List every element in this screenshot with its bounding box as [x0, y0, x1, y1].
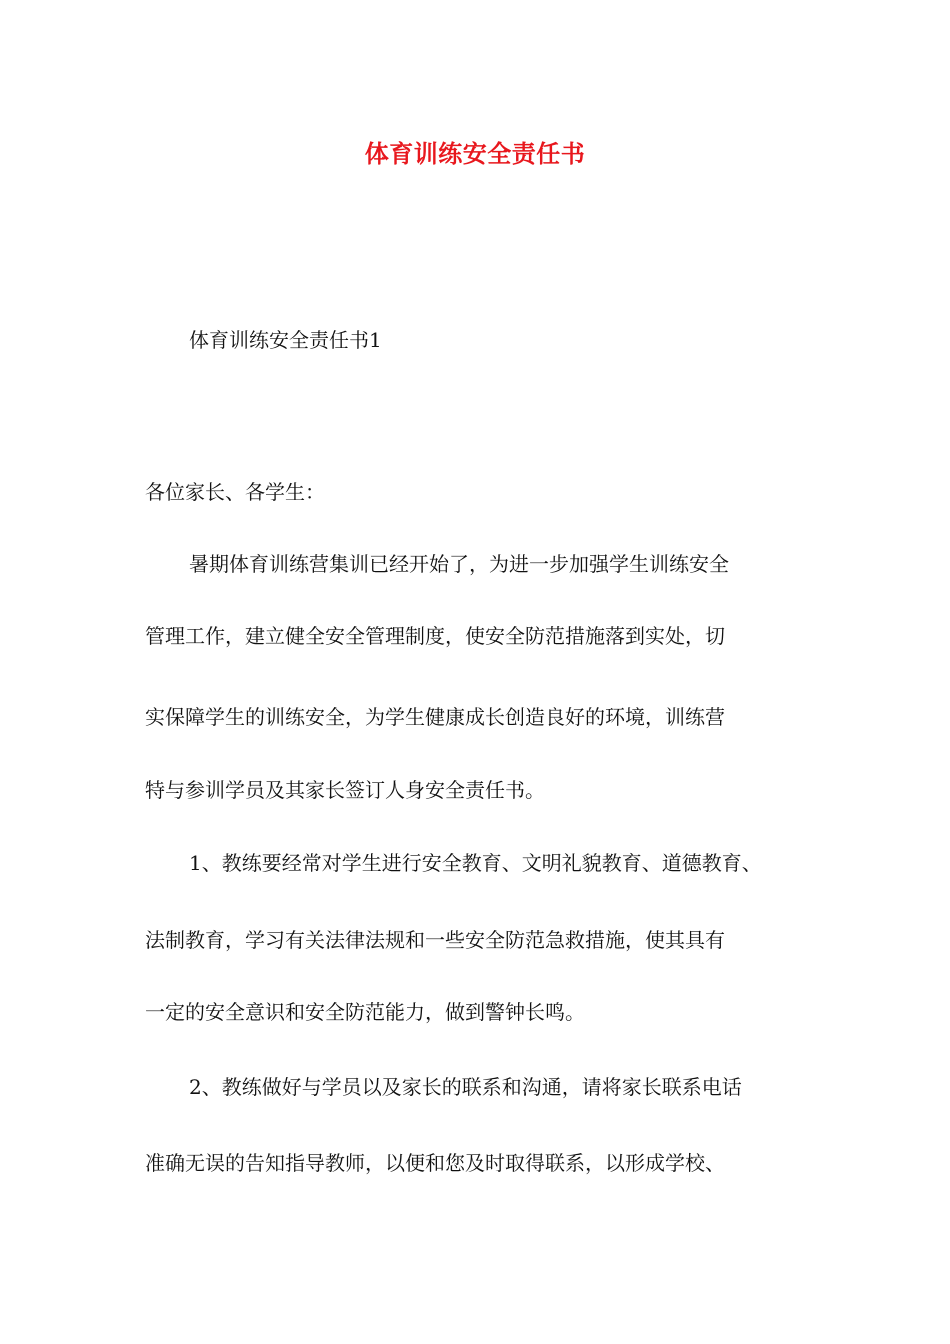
paragraph-line: 法制教育，学习有关法律法规和一些安全防范急救措施，使其具有	[145, 928, 725, 952]
paragraph-line: 1、教练要经常对学生进行安全教育、文明礼貌教育、道德教育、	[189, 851, 762, 875]
paragraph-line: 特与参训学员及其家长签订人身安全责任书。	[145, 778, 545, 802]
paragraph-line: 2、教练做好与学员以及家长的联系和沟通，请将家长联系电话	[189, 1075, 742, 1099]
paragraph-line: 管理工作，建立健全安全管理制度，使安全防范措施落到实处，切	[145, 624, 725, 648]
salutation: 各位家长、各学生：	[145, 480, 325, 504]
paragraph-line: 一定的安全意识和安全防范能力，做到警钟长鸣。	[145, 1000, 585, 1024]
paragraph-line: 暑期体育训练营集训已经开始了，为进一步加强学生训练安全	[189, 552, 729, 576]
paragraph-line: 实保障学生的训练安全，为学生健康成长创造良好的环境，训练营	[145, 705, 725, 729]
paragraph-line: 准确无误的告知指导教师，以便和您及时取得联系，以形成学校、	[145, 1151, 725, 1175]
document-title: 体育训练安全责任书	[364, 139, 586, 168]
section-heading: 体育训练安全责任书1	[189, 328, 382, 352]
